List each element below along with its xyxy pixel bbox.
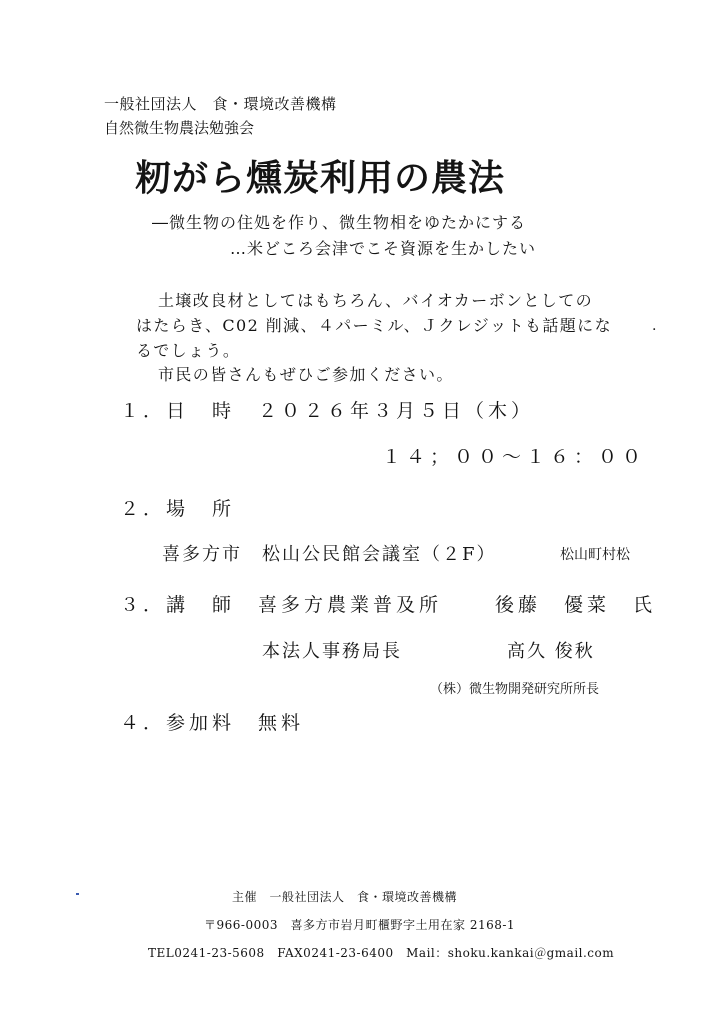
fee-item: ４．参加料 無料 xyxy=(120,712,305,734)
venue-address: 松山町村松 xyxy=(560,547,630,563)
subtitle-line-2: …米どころ会津でこそ資源を生かしたい xyxy=(230,239,537,258)
intro-line-4: 市民の皆さんもぜひご参加ください。 xyxy=(158,365,454,384)
place-item: ２．場 所 xyxy=(120,498,236,520)
footer-contact: TEL0241-23-5608 FAX0241-23-6400 Mail：shoku.kankai＠gmail.com xyxy=(148,946,615,960)
footer-address: 〒966-0003 喜多方市岩月町櫃野字土用在家 2168-1 xyxy=(204,918,516,932)
footer-organizer: 主催 一般社団法人 食・環境改善機構 xyxy=(232,890,458,904)
intro-line-1: 土壌改良材としてはもちろん、バイオカーボンとしての xyxy=(158,291,594,310)
speaker-1-name: 後藤 優菜 氏 xyxy=(495,594,657,616)
scan-speck xyxy=(76,893,79,895)
intro-line-3: るでしょう。 xyxy=(136,341,241,360)
document-title: 籾がら燻炭利用の農法 xyxy=(135,158,506,199)
speaker-2-role: 本法人事務局長 xyxy=(262,641,402,662)
intro-line-2: はたらき、C02 削減、４パーミル、Ｊクレジットも話題にな xyxy=(136,316,612,335)
date-item: １．日 時 ２０２６年３月５日（木） xyxy=(120,400,535,422)
stray-mark: . xyxy=(652,318,657,334)
speakers-item: ３．講 師 喜多方農業普及所 xyxy=(120,594,443,616)
speaker-2-affiliation: （株）微生物開発研究所所長 xyxy=(430,682,600,697)
speaker-2-name: 高久 俊秋 xyxy=(507,641,595,662)
venue-name: 喜多方市 松山公民館会議室（２F） xyxy=(162,544,497,565)
study-group-name: 自然微生物農法勉強会 xyxy=(104,119,255,137)
time-range: １４；００～１６：００ xyxy=(382,446,647,468)
subtitle-line-1: ―微生物の住処を作り、微生物相をゆたかにする xyxy=(152,213,527,232)
organization-name: 一般社団法人 食・環境改善機構 xyxy=(104,95,337,113)
